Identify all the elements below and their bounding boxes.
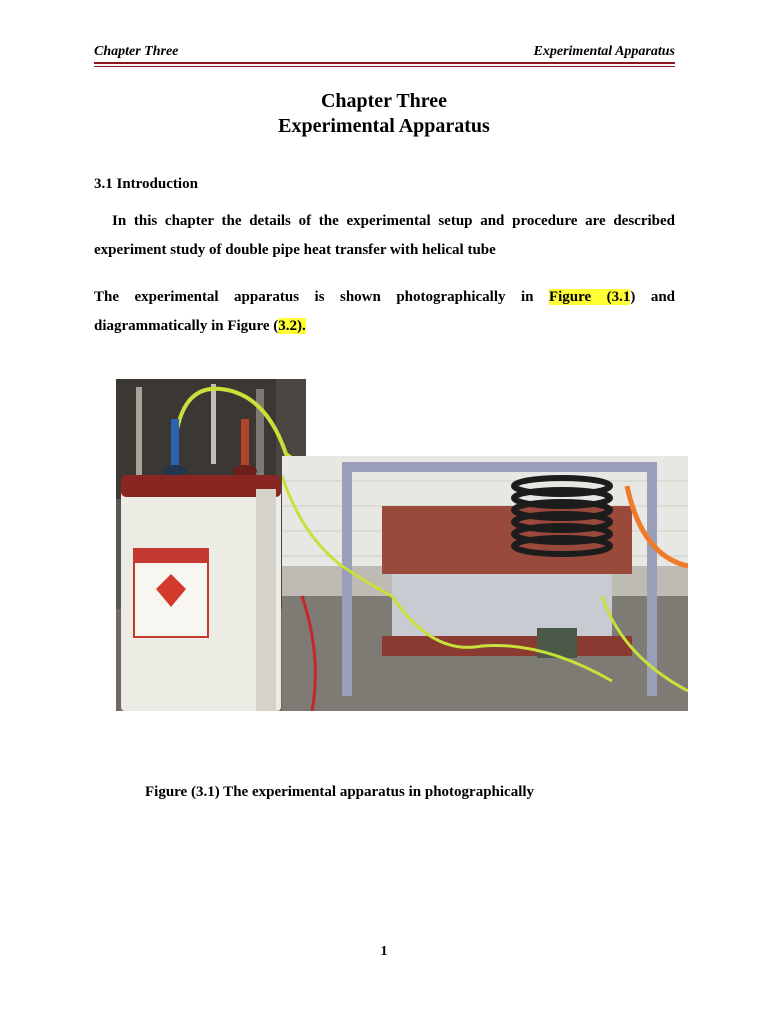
intro-paragraph: In this chapter the details of the experimental setup and procedure are described experiment study of double pipe heat transfer with helical tube xyxy=(94,213,675,258)
photo-water-tank xyxy=(116,379,306,711)
chapter-title-line1: Chapter Three xyxy=(320,90,448,112)
page-number: 1 xyxy=(380,944,388,959)
figure-caption: Figure (3.1) The experimental apparatus in photographically xyxy=(145,784,535,800)
photo-heat-exchanger-rig xyxy=(282,456,688,711)
figure-3-2-reference: 3.2). xyxy=(278,318,306,334)
running-header xyxy=(94,44,675,62)
chapter-title xyxy=(0,89,768,139)
header-rule-thin xyxy=(94,66,675,67)
apparatus-text-1: The experimental apparatus is shown photographically in xyxy=(94,289,549,305)
header-rule-thick xyxy=(94,62,675,64)
chapter-title-line2: Experimental Apparatus xyxy=(278,115,490,137)
header-section: Experimental Apparatus xyxy=(533,44,675,59)
apparatus-text-2: ) and diagrammatically in Figure ( xyxy=(94,289,675,334)
header-chapter: Chapter Three xyxy=(94,44,179,59)
figure-3-1-reference: Figure (3.1 xyxy=(548,289,631,305)
section-heading: 3.1 Introduction xyxy=(94,176,198,192)
apparatus-paragraph xyxy=(94,283,675,341)
